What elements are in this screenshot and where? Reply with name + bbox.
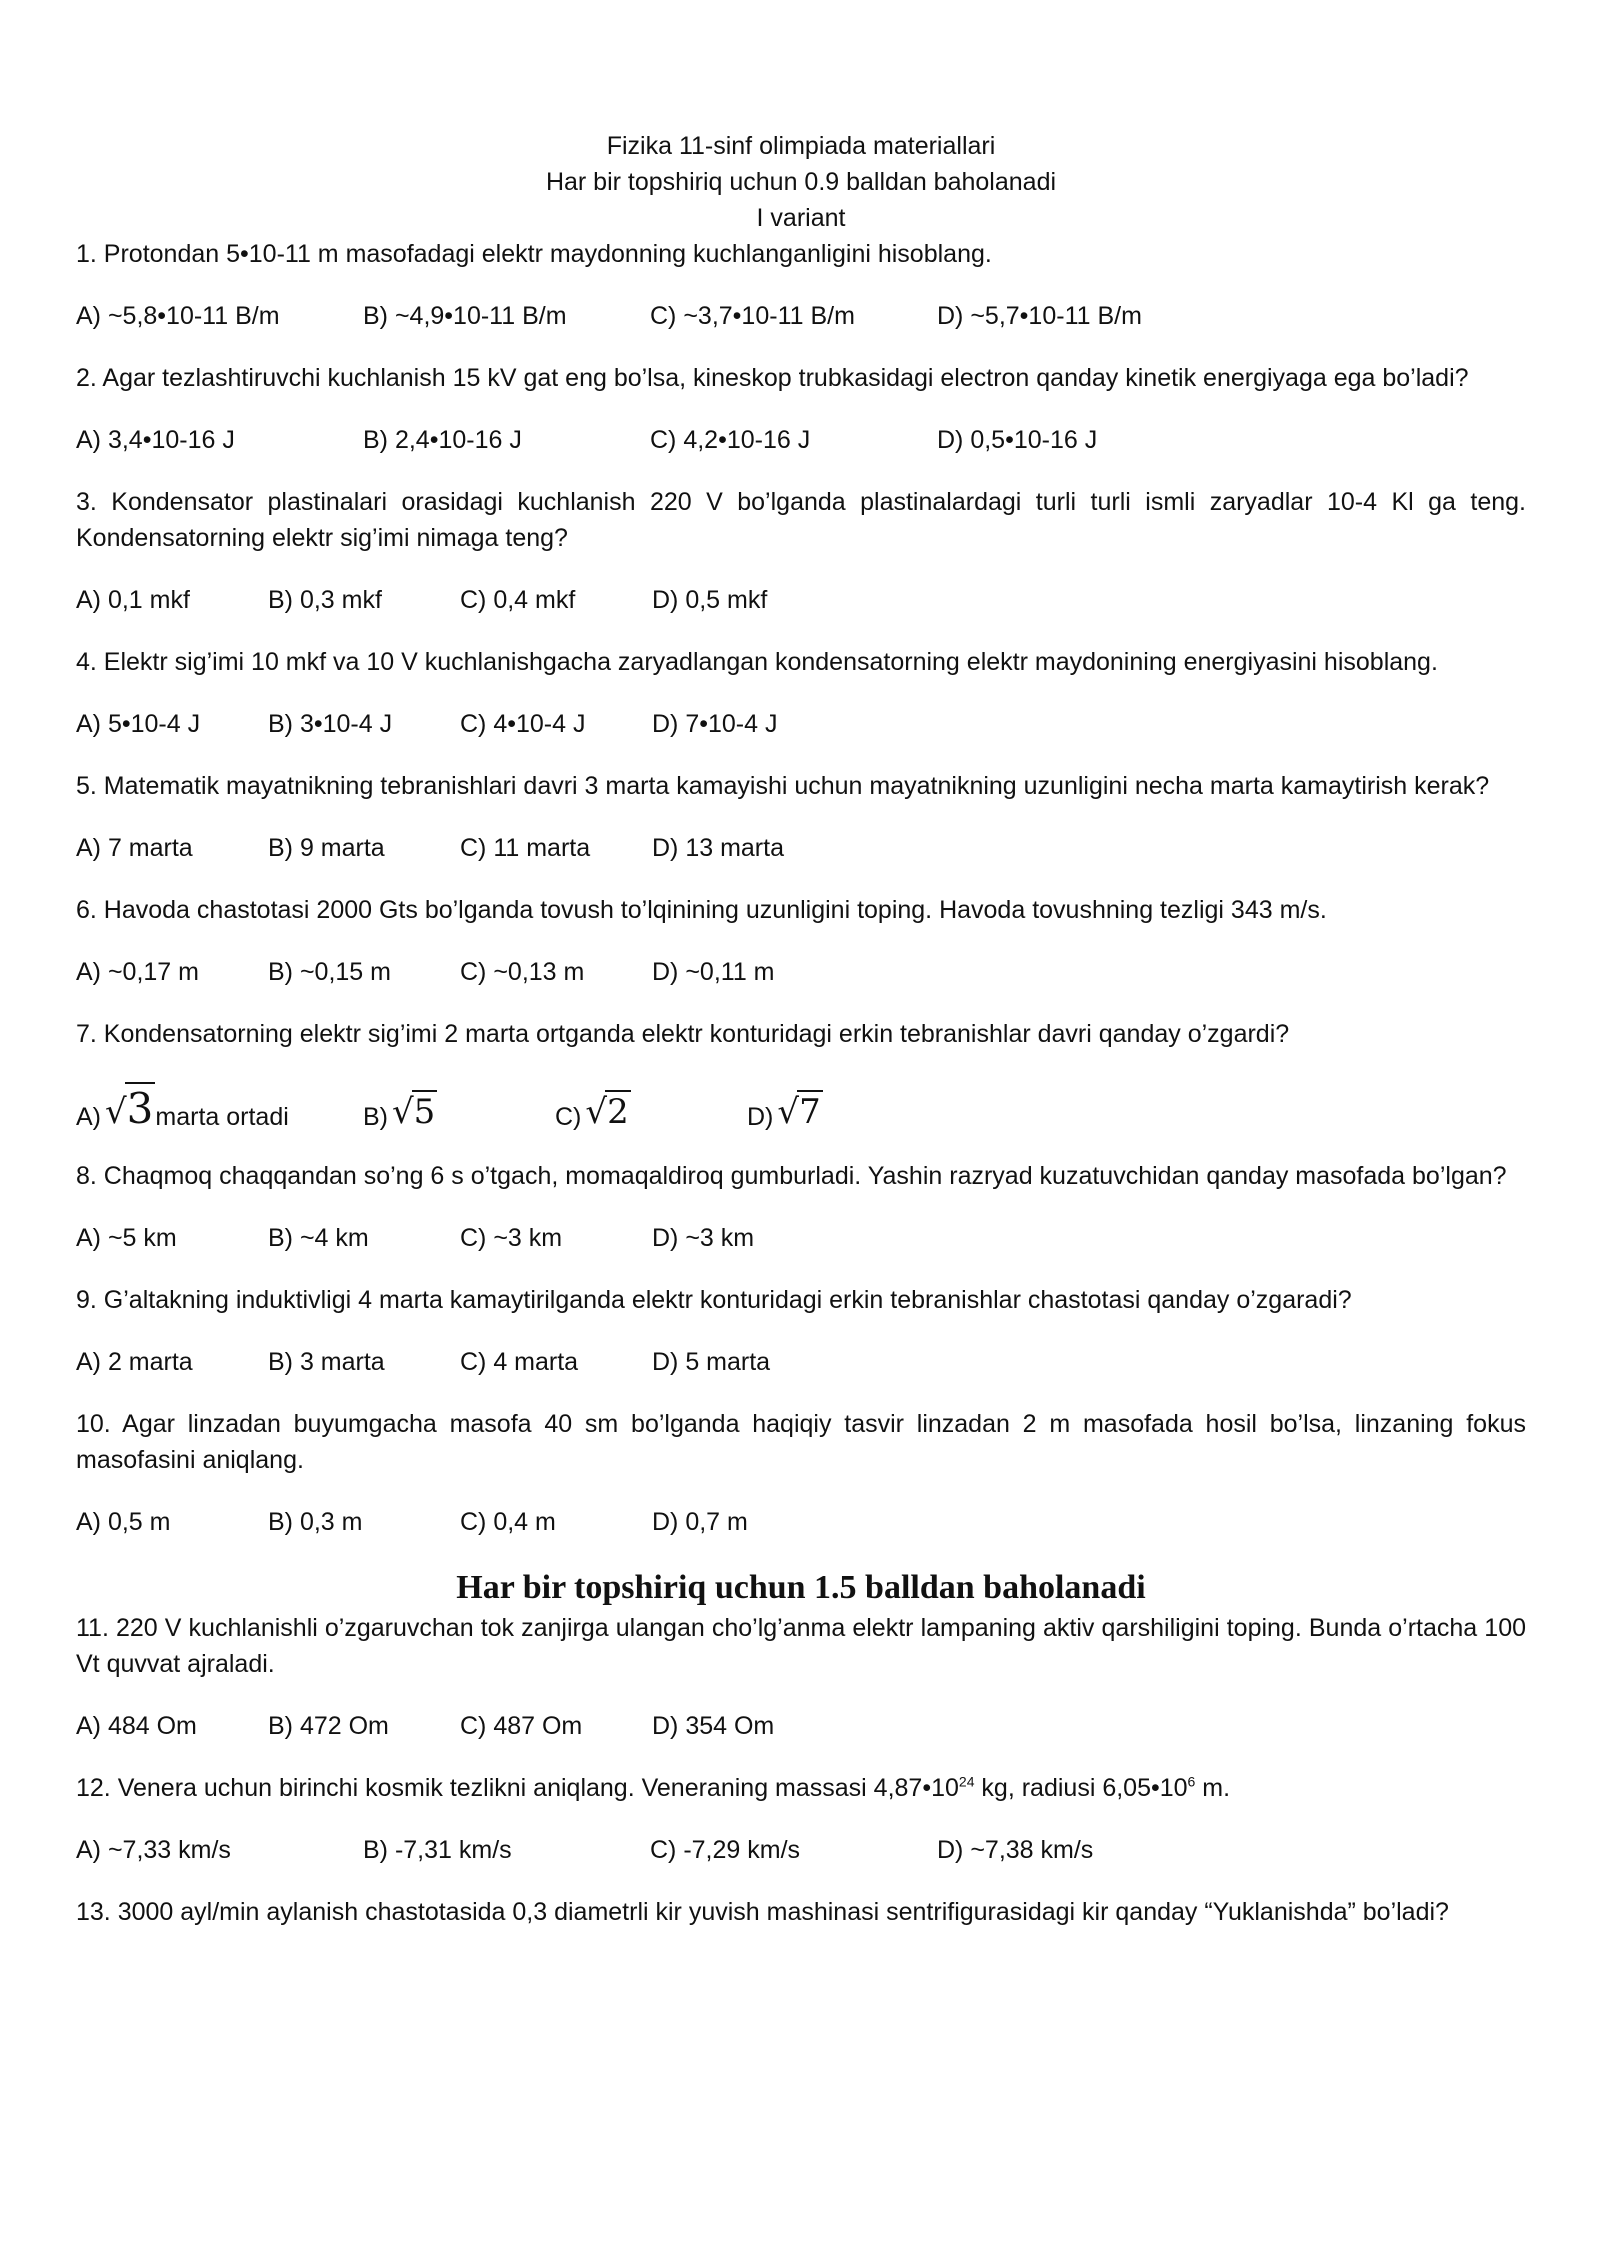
answer-option: D) 5 marta	[652, 1348, 771, 1376]
radical-sign-icon: √	[105, 1092, 127, 1132]
sqrt-expression	[392, 1092, 437, 1132]
answer-option: B) ~4 km	[268, 1224, 369, 1252]
answers-2	[76, 422, 1526, 458]
answer-option	[363, 1092, 555, 1132]
sqrt-expression	[585, 1092, 630, 1132]
answer-option: C) -7,29 km/s	[650, 1836, 801, 1864]
answer-option: C) 487 Om	[460, 1712, 583, 1740]
option-label: A)	[76, 1103, 101, 1131]
answer-option: B) 3•10-4 J	[268, 710, 393, 738]
sqrt-expression	[105, 1084, 155, 1133]
question-1: 1. Protondan 5•10-11 m masofadagi elektr maydonning kuchlanganligini hisoblang.	[76, 240, 992, 268]
sqrt-expression	[777, 1092, 822, 1132]
question-2: 2. Agar tezlashtiruvchi kuchlanish 15 kV gat eng bo’lsa, kineskop trubkasidagi electron qanday kinetik energiyaga ega bo’ladi?	[76, 364, 1469, 392]
answers-7	[76, 1074, 1526, 1132]
question-4: 4. Elektr sig’imi 10 mkf va 10 V kuchlanishgacha zaryadlangan kondensatorning elektr maydonining energiyasini hisoblang.	[76, 648, 1438, 676]
question-5: 5. Matematik mayatnikning tebranishlari davri 3 marta kamayishi uchun mayatnikning uzunligini necha marta kamaytirish kerak?	[76, 772, 1490, 800]
answer-option: A) ~7,33 km/s	[76, 1836, 231, 1864]
answer-option	[555, 1092, 747, 1132]
radical-sign-icon: √	[777, 1092, 800, 1132]
question-text: kg, radiusi 6,05•10	[974, 1774, 1188, 1802]
answer-option	[76, 1084, 363, 1133]
answer-option: A) 2 marta	[76, 1348, 193, 1376]
answer-option: D) ~5,7•10-11 B/m	[937, 302, 1142, 330]
answer-option: B) -7,31 km/s	[363, 1836, 512, 1864]
header-variant: I variant	[756, 204, 846, 232]
answer-option: B) 472 Om	[268, 1712, 389, 1740]
answer-option: C) 4•10-4 J	[460, 710, 586, 738]
answer-option: C) 4,2•10-16 J	[650, 426, 811, 454]
radicand: 2	[607, 1092, 629, 1132]
question-3: 3. Kondensator plastinalari orasidagi kuchlanish 220 V bo’lganda plastinalardagi turli turli ismli zaryadlar 10-4 Kl ga teng. Kondensatorning elektr sig’imi nimaga teng?	[76, 488, 1526, 552]
document-page	[76, 128, 1526, 1930]
answer-option: C) 11 marta	[460, 834, 591, 862]
answer-option: A) 3,4•10-16 J	[76, 426, 235, 454]
question-9: 9. G’altakning induktivligi 4 marta kamaytirilganda elektr konturidagi erkin tebranishlar chastotasi qanday o’zgaradi?	[76, 1286, 1352, 1314]
exponent: 6	[1187, 1773, 1196, 1790]
option-suffix: marta ortadi	[155, 1103, 289, 1131]
document-header	[76, 128, 1526, 236]
option-label: D)	[747, 1103, 774, 1131]
answer-option: A) 0,5 m	[76, 1508, 171, 1536]
answers-8	[76, 1220, 1526, 1256]
question-11: 11. 220 V kuchlanishli o’zgaruvchan tok zanjirga ulangan cho’lg’anma elektr lampaning aktiv qarshiligini toping. Bunda o’rtacha 100 Vt quvvat ajraladi.	[76, 1614, 1526, 1678]
answer-option: A) 0,1 mkf	[76, 586, 190, 614]
answer-option: B) 3 marta	[268, 1348, 385, 1376]
answers-12	[76, 1832, 1526, 1868]
answers-5	[76, 830, 1526, 866]
answer-option: A) 484 Om	[76, 1712, 197, 1740]
question-8: 8. Chaqmoq chaqqandan so’ng 6 s o’tgach, momaqaldiroq gumburladi. Yashin razryad kuzatuvchidan qanday masofada bo’lgan?	[76, 1162, 1507, 1190]
answer-option: B) ~0,15 m	[268, 958, 391, 986]
answer-option: C) ~3 km	[460, 1224, 563, 1252]
radicand: 3	[126, 1084, 154, 1133]
answer-option: B) 0,3 m	[268, 1508, 363, 1536]
answers-9	[76, 1344, 1526, 1380]
answer-option: B) ~4,9•10-11 B/m	[363, 302, 567, 330]
question-text: m.	[1195, 1774, 1231, 1802]
answer-option: D) 7•10-4 J	[652, 710, 778, 738]
answer-option: C) ~3,7•10-11 B/m	[650, 302, 855, 330]
radicand: 5	[413, 1092, 436, 1132]
answer-option: A) ~5 km	[76, 1224, 177, 1252]
section-title: Har bir topshiriq uchun 1.5 balldan baholanadi	[456, 1569, 1146, 1606]
option-label: B)	[363, 1103, 388, 1131]
answer-option: D) 0,5 mkf	[652, 586, 768, 614]
question-6: 6. Havoda chastotasi 2000 Gts bo’lganda tovush to’lqinining uzunligini toping. Havoda tovushning tezligi 343 m/s.	[76, 896, 1327, 924]
answer-option: B) 9 marta	[268, 834, 385, 862]
answer-option: D) 0,5•10-16 J	[937, 426, 1098, 454]
question-13: 13. 3000 ayl/min aylanish chastotasida 0,3 diametrli kir yuvish mashinasi sentrifigurasidagi kir qanday “Yuklanishda” bo’ladi?	[76, 1898, 1449, 1926]
answer-option: A) ~0,17 m	[76, 958, 199, 986]
answer-option: C) ~0,13 m	[460, 958, 585, 986]
header-scoring: Har bir topshiriq uchun 0.9 balldan baholanadi	[545, 168, 1057, 196]
answers-4	[76, 706, 1526, 742]
answers-11	[76, 1708, 1526, 1744]
answer-option: A) 5•10-4 J	[76, 710, 201, 738]
answers-1	[76, 298, 1526, 334]
answer-option: C) 0,4 mkf	[460, 586, 576, 614]
answer-option: A) ~5,8•10-11 B/m	[76, 302, 280, 330]
answer-option: B) 2,4•10-16 J	[363, 426, 522, 454]
radical-sign-icon: √	[392, 1092, 414, 1132]
answers-3	[76, 582, 1526, 618]
answer-option	[747, 1092, 939, 1132]
radicand: 7	[799, 1092, 821, 1132]
question-10: 10. Agar linzadan buyumgacha masofa 40 sm bo’lganda haqiqiy tasvir linzadan 2 m masofada hosil bo’lsa, linzaning fokus masofasini aniqlang.	[76, 1410, 1526, 1474]
question-12	[76, 1770, 1526, 1806]
answer-option: A) 7 marta	[76, 834, 193, 862]
radical-sign-icon: √	[585, 1092, 608, 1132]
answer-option: D) 13 marta	[652, 834, 784, 862]
option-label: C)	[555, 1103, 582, 1131]
exponent: 24	[958, 1773, 975, 1790]
answer-option: C) 4 marta	[460, 1348, 579, 1376]
answer-option: D) ~7,38 km/s	[937, 1836, 1094, 1864]
question-7: 7. Kondensatorning elektr sig’imi 2 marta ortganda elektr konturidagi erkin tebranishlar davri qanday o’zgardi?	[76, 1020, 1290, 1048]
answers-6	[76, 954, 1526, 990]
answer-option: D) ~3 km	[652, 1224, 755, 1252]
question-text: 12. Venera uchun birinchi kosmik tezlikni aniqlang. Veneraning massasi 4,87•10	[76, 1774, 959, 1802]
header-title: Fizika 11-sinf olimpiada materiallari	[606, 132, 996, 160]
answer-option: D) 354 Om	[652, 1712, 775, 1740]
answer-option: B) 0,3 mkf	[268, 586, 382, 614]
answer-option: D) ~0,11 m	[652, 958, 775, 986]
answer-option: D) 0,7 m	[652, 1508, 748, 1536]
answers-10	[76, 1504, 1526, 1540]
answer-option: C) 0,4 m	[460, 1508, 556, 1536]
